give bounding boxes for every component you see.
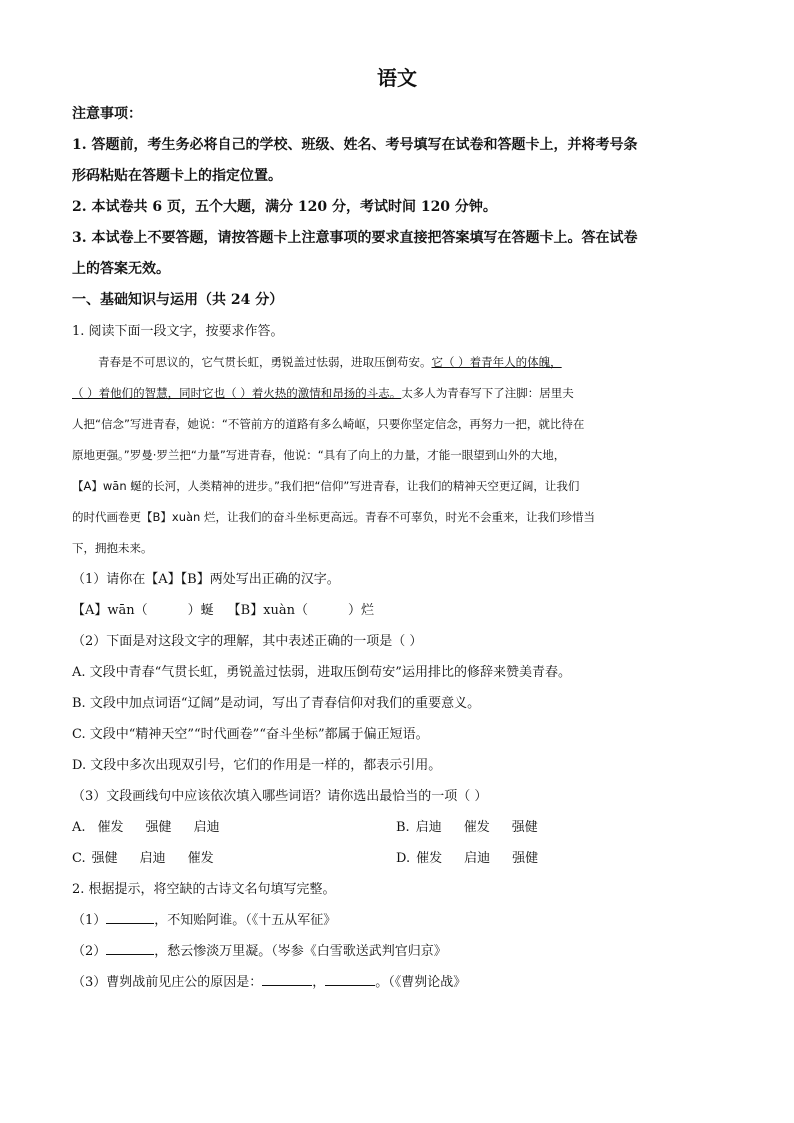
section-1-heading: 一、基础知识与运用（共 24 分）: [72, 292, 284, 308]
option-b: B. 文段中加点词语“辽阔”是动词，写出了青春信仰对我们的重要意义。: [72, 696, 481, 711]
blank-b-label: 【B】xuàn（: [227, 603, 309, 618]
item-text: ，不知贻阿谁。（《十五从军征》: [154, 913, 337, 928]
reading-passage: [72, 347, 722, 564]
sub-question-3-stem: （3）文段画线句中应该依次填入哪些词语？请你选出最恰当的一项（ ）: [72, 789, 488, 804]
choice-word: 启迪: [464, 851, 491, 866]
item-text: ，愁云惨淡万里凝。（岑参《白雪歌送武判官归京》: [154, 944, 447, 959]
choice-word: 强健: [512, 851, 539, 866]
option-d: D. 文段中多次出现双引号，它们的作用是一样的，都表示引用。: [72, 758, 442, 773]
choice-label: B.: [396, 820, 410, 835]
options-row-2: [72, 843, 722, 874]
item-number: （1）: [72, 913, 107, 928]
exam-page: [72, 62, 722, 998]
choice-b: [396, 812, 720, 843]
fill-blank[interactable]: [106, 940, 154, 955]
choice-word: 启迪: [139, 851, 166, 866]
choice-word: 催发: [416, 851, 443, 866]
choice-word: 启迪: [415, 820, 442, 835]
choice-word: 启迪: [193, 820, 220, 835]
item-separator: ，: [312, 975, 326, 990]
sub-question-1-answer: [72, 595, 722, 626]
choice-label: D.: [396, 851, 411, 866]
item-text: 。（《曹刿论战》: [375, 975, 467, 990]
passage-line-1: [72, 347, 722, 378]
choice-word: 强健: [91, 851, 118, 866]
notice-item-3a: 3. 本试卷上不要答题，请按答题卡上注意事项的要求直接把答案填写在答题卡上。答在试卷: [72, 230, 638, 246]
poem-item-2: [72, 936, 722, 967]
choice-word: 强健: [511, 820, 538, 835]
underlined-sentence: （ ）着他们的智慧，同时它也（ ）着火热的激情和昂扬的斗志。: [72, 386, 402, 400]
question-2-stem: 2. 根据提示，将空缺的古诗文名句填写完整。: [72, 882, 336, 897]
passage-text: 太多人为青春写下了注脚：居里夫: [401, 386, 574, 400]
passage-line-5: 【A】wān 蜒的长河，人类精神的进步。”我们把“信仰”写进青春，让我们的精神天空更辽阔，让我们: [72, 479, 580, 493]
notice-item-3b: 上的答案无效。: [72, 261, 170, 277]
notice-heading: 注意事项：: [72, 106, 142, 122]
blank-a-label: 【A】wān（: [72, 603, 148, 618]
sub-question-2-stem: （2）下面是对这段文字的理解，其中表述正确的一项是（ ）: [72, 634, 423, 649]
notice-item-2: 2. 本试卷共 6 页，五个大题，满分 120 分，考试时间 120 分钟。: [72, 199, 497, 215]
passage-line-3: 人把“信念”写进青春，她说：“不管前方的道路有多么崎岖，只要你坚定信念，再努力一把，就比待在: [72, 417, 585, 431]
notice-item-1b: 形码粘贴在答题卡上的指定位置。: [72, 168, 282, 184]
question-1-stem: 1. 阅读下面一段文字，按要求作答。: [72, 324, 284, 339]
poem-item-1: [72, 905, 722, 936]
choice-d: [396, 843, 720, 874]
choice-word: 强健: [145, 820, 172, 835]
passage-text: 青春是不可思议的，它气贯长虹，勇锐盖过怯弱，进取压倒苟安。: [98, 355, 432, 369]
item-number: （2）: [72, 944, 107, 959]
fill-blank[interactable]: [106, 909, 154, 924]
blank-b-after: ）烂: [348, 603, 375, 618]
options-row-1: [72, 812, 722, 843]
notice-item-1a: 1. 答题前，考生务必将自己的学校、班级、姓名、考号填写在试卷和答题卡上，并将考号条: [72, 137, 638, 153]
underlined-sentence: 它（ ）着青年人的体魄，: [431, 355, 562, 369]
choice-a: [72, 812, 396, 843]
choice-label: C.: [72, 851, 86, 866]
passage-line-7: 下，拥抱未来。: [72, 541, 153, 555]
page-title: 语文: [377, 66, 417, 90]
sub-question-1-stem: （1）请你在【A】【B】两处写出正确的汉字。: [72, 572, 340, 587]
passage-line-6: 的时代画卷更【B】xuàn 烂，让我们的奋斗坐标更高远。青春不可辜负，时光不会重来，让我们珍惜当: [72, 510, 595, 524]
option-a: A. 文段中青春“气贯长虹，勇锐盖过怯弱，进取压倒苟安”运用排比的修辞来赞美青春。: [72, 665, 571, 680]
passage-line-4: 原地更强。”罗曼·罗兰把“力量”写进青春，他说：“具有了向上的力量，才能一眼望到山外的大地，: [72, 448, 566, 462]
passage-line-2: [72, 378, 722, 409]
choice-label: A.: [72, 820, 86, 835]
choice-word: 催发: [97, 820, 124, 835]
poem-item-3: [72, 967, 722, 998]
fill-blank[interactable]: [325, 971, 375, 986]
choice-c: [72, 843, 396, 874]
option-c: C. 文段中“精神天空”“时代画卷”“奋斗坐标”都属于偏正短语。: [72, 727, 429, 742]
blank-a-after: ）蜒: [187, 603, 214, 618]
choice-word: 催发: [187, 851, 214, 866]
choice-word: 催发: [463, 820, 490, 835]
fill-blank[interactable]: [262, 971, 312, 986]
item-number: （3）曹刿战前见庄公的原因是：: [72, 975, 263, 990]
